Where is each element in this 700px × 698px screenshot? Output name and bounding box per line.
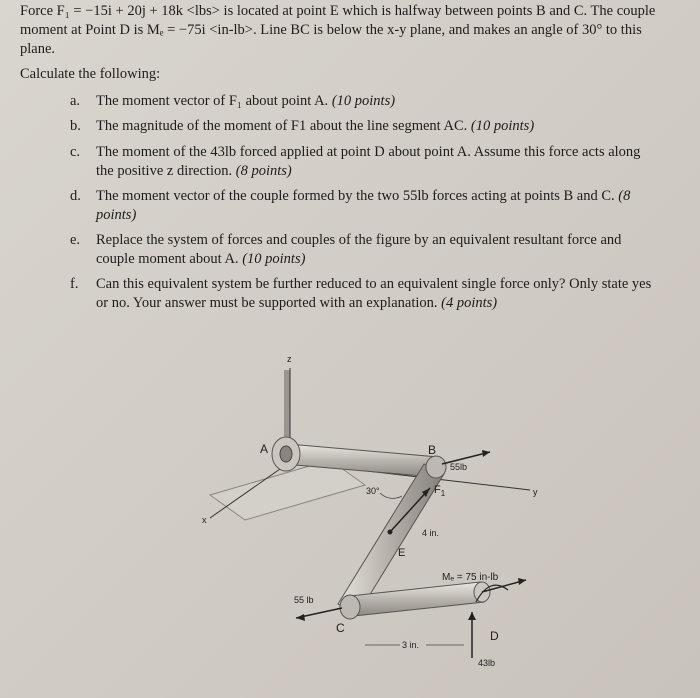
question-text: The magnitude of the moment of F1 about the line segment AC.: [96, 118, 468, 134]
dim-3in-label: 3 in.: [402, 640, 420, 650]
question-points: (8 points): [96, 188, 631, 223]
question-label: d.: [70, 188, 81, 204]
question-label: e.: [70, 232, 81, 248]
question-text: Can this equivalent system be further reduced to an equivalent single force only? Only state yes or no. Your answer must be supported with an explanation.: [96, 276, 652, 311]
force-d-arrowhead: [468, 612, 476, 620]
point-c-label: C: [336, 621, 345, 635]
question-points: (10 points): [331, 93, 396, 109]
question-label: f.: [70, 276, 79, 292]
question-item-a: [70, 92, 660, 111]
question-points: (10 points): [242, 251, 306, 267]
mechanism-figure: [190, 340, 570, 690]
calculate-heading: Calculate the following:: [20, 66, 161, 82]
question-points: (4 points): [441, 295, 498, 311]
question-text: The moment vector of F₁ about point A.: [96, 93, 329, 109]
question-label: c.: [70, 144, 81, 160]
question-item-d: [70, 187, 660, 225]
joint-c: [340, 595, 360, 619]
couple-moment-arrowhead: [518, 578, 526, 585]
question-points: (8 points): [235, 163, 292, 179]
joint-b: [426, 456, 446, 478]
point-d-label: D: [490, 629, 499, 643]
x-axis-label: x: [202, 515, 207, 525]
question-item-f: [70, 275, 660, 313]
bearing-a-hole: [280, 446, 292, 462]
question-item-c: [70, 143, 660, 181]
force-c-arrowhead: [296, 614, 305, 621]
question-item-b: [70, 117, 660, 136]
force-c-label: 55 lb: [294, 595, 314, 605]
question-label: a.: [70, 93, 81, 109]
question-points: (10 points): [470, 118, 535, 134]
couple-moment-label: Mₑ = 75 in-lb: [442, 572, 499, 583]
point-b-label: B: [428, 443, 437, 457]
y-axis-label: y: [533, 487, 538, 497]
question-text: The moment of the 43lb forced applied at point D about point A. Assume this force acts along the positive z direction.: [96, 144, 641, 179]
point-e-label: E: [398, 547, 406, 559]
dim-4in-label: 4 in.: [422, 528, 440, 538]
force-b-arrowhead: [482, 450, 490, 457]
question-text: The moment vector of the couple formed by the two 55lb forces acting at points B and C.: [96, 188, 615, 204]
question-item-e: [70, 231, 660, 269]
question-label: b.: [70, 118, 81, 134]
question-text: Replace the system of forces and couples of the figure by an equivalent resultant force and couple moment about A.: [96, 232, 622, 267]
force-d-label: 43lb: [478, 658, 496, 668]
angle-arc: [380, 493, 402, 498]
problem-intro: Force F₁ = −15i + 20j + 18k <lbs> is located at point E which is halfway between points B and C. The couple moment at Point D is Mₑ = −75i <in-lb>. Line BC is below the x-y plane, and makes an angle of 30° to this plane.: [20, 3, 656, 57]
force-b-label: 55lb: [450, 462, 468, 472]
point-a-label: A: [260, 442, 269, 456]
angle-label: 30°: [366, 486, 380, 496]
force-f1-label: $F_1$: [434, 484, 446, 498]
z-axis-label: z: [287, 354, 292, 364]
